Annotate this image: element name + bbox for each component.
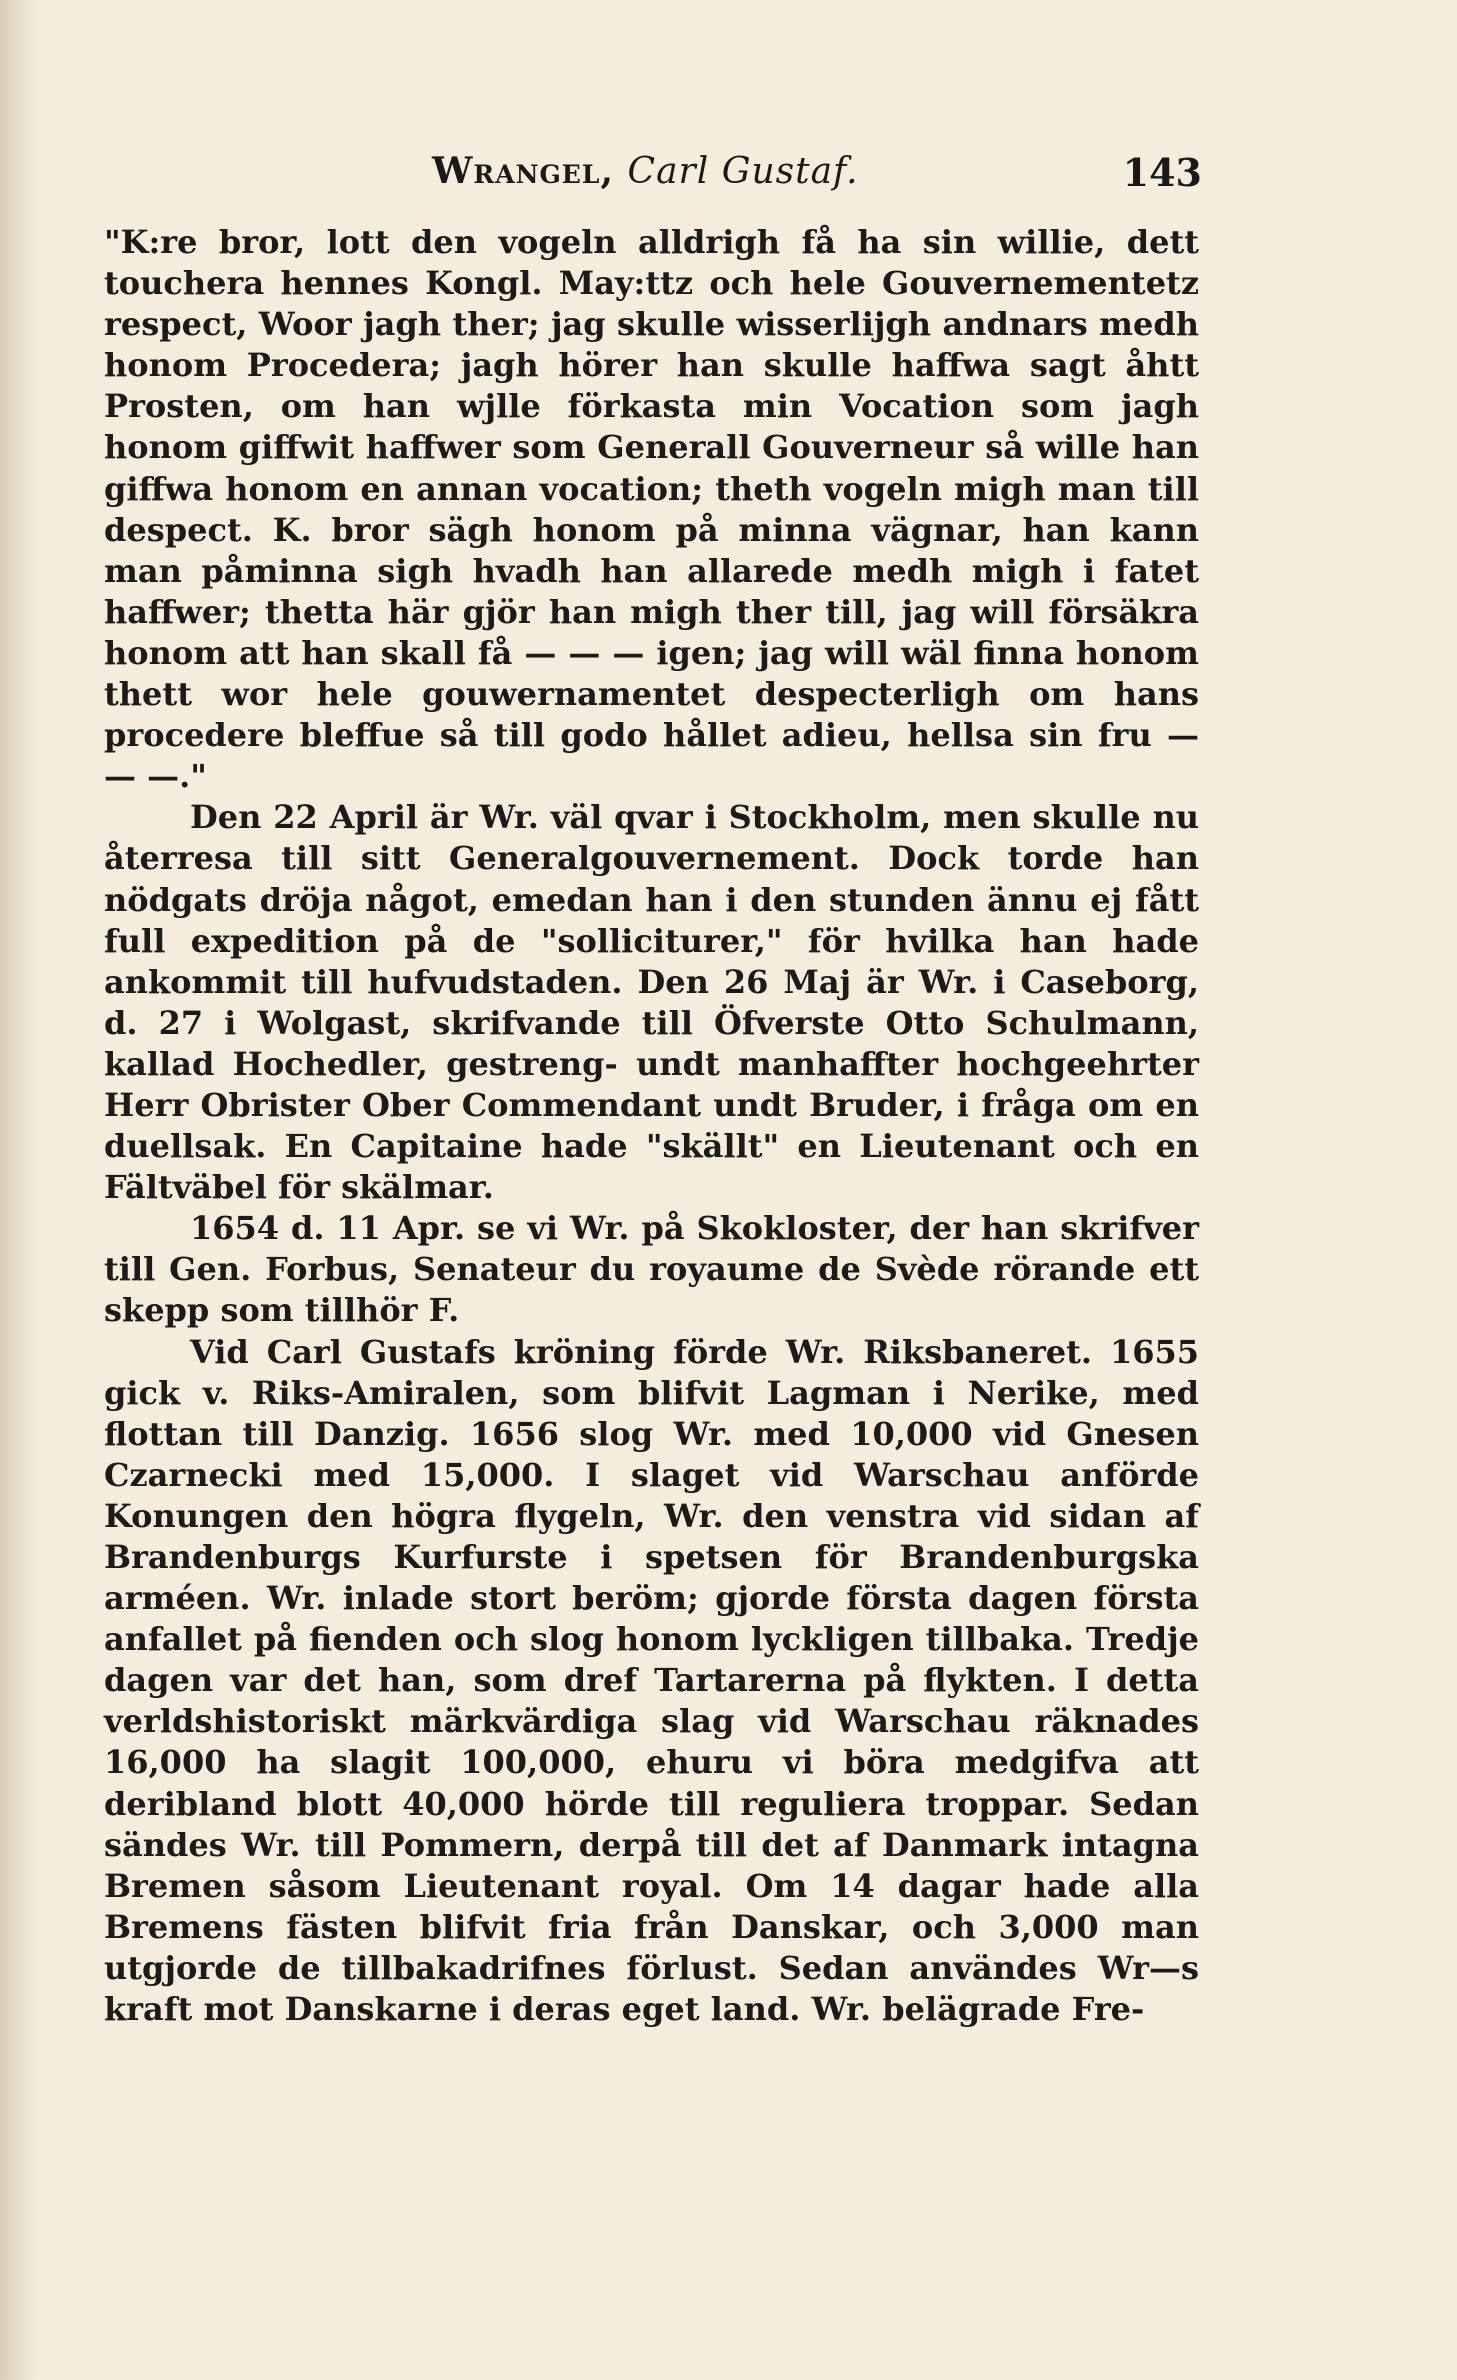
page-header bbox=[432, 150, 1202, 200]
paragraph-coronation: Vid Carl Gustafs kröning förde Wr. Riksbaneret. 1655 gick v. Riks-Amiralen, som blifvit Lagman i Nerike, med flottan till Danzig. 1656 slog Wr. med 10,000 vid Gnesen Czarnecki med 15,000. I slaget vid Warschau anförde Konungen den högra flygeln, Wr. den venstra vid sidan af Brandenburgs Kurfurste i spetsen för Brandenburgska arméen. Wr. inlade stort beröm; gjorde första dagen första anfallet på fienden och slog honom lyckligen tillbaka. Tredje dagen var det han, som dref Tartarerna på flykten. I detta verldshistoriskt märkvärdiga slag vid Warschau räknades 16,000 ha slagit 100,000, ehuru vi böra medgifva att deribland blott 40,000 hörde till reguliera troppar. Sedan sändes Wr. till Pommern, derpå till det af Danmark intagna Bremen såsom Lieutenant royal. Om 14 dagar hade alla Bremens fästen blifvit fria från Danskar, och 3,000 man utgjorde de tillbakadrifnes förlust. Sedan användes Wr—s kraft mot Danskarne i deras eget land. Wr. belägrade Fre- bbox=[104, 1332, 1199, 2029]
paragraph-letter-quote: "K:re bror, lott den vogeln alldrigh få ha sin willie, dett touchera hennes Kongl. May:ttz och hele Gouvernementetz respect, Woor jagh ther; jag skulle wisserlijgh andnars medh honom Procedera; jagh hörer han skulle haffwa sagt åhtt Prosten, om han wjlle förkasta min Vocation som jagh honom giffwit haffwer som Generall Gouverneur så wille han giffwa honom en annan vocation; theth vogeln migh man till despect. K. bror sägh honom på minna vägnar, han kann man påminna sigh hvadh han allarede medh migh i fatet haffwer; thetta här gjör han migh ther till, jag will försäkra honom att han skall få — — — igen; jag will wäl finna honom thett wor hele gouwernamentet despecterligh om hans procedere bleffue så till godo hållet adieu, hellsa sin fru — — —." bbox=[104, 223, 1199, 796]
paragraph-april: Den 22 April är Wr. väl qvar i Stockholm, men skulle nu återresa till sitt Generalgouvernement. Dock torde han nödgats dröja något, emedan han i den stunden ännu ej fått full expedition på de "solliciturer," för hvilka han hade ankommit till hufvudstaden. Den 26 Maj är Wr. i Caseborg, d. 27 i Wolgast, skrifvande till Öfverste Otto Schulmann, kallad Hochedler, gestreng- undt manhaffter hochgeehrter Herr Obrister Ober Commendant undt Bruder, i fråga om en duellsak. En Capitaine hade "skällt" en Lieutenant och en Fältväbel för skälmar. bbox=[104, 798, 1199, 1207]
body-text bbox=[104, 222, 1199, 2030]
running-title-italic: Carl Gustaf. bbox=[627, 151, 859, 192]
running-title bbox=[432, 150, 859, 192]
running-title-name: Wrangel, bbox=[432, 150, 614, 192]
paragraph-1654: 1654 d. 11 Apr. se vi Wr. på Skokloster, der han skrifver till Gen. Forbus, Senateur du royaume de Svède rörande ett skepp som tillhör F. bbox=[104, 1209, 1199, 1330]
page-binding-edge bbox=[0, 0, 38, 2380]
page-number: 143 bbox=[1122, 150, 1202, 195]
